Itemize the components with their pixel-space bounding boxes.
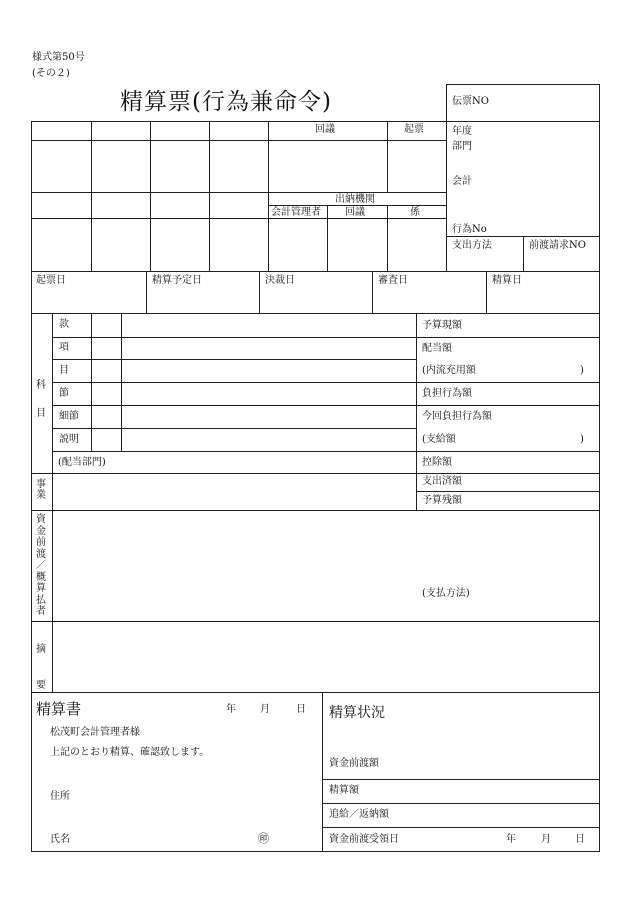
addressee: 松茂町会計管理者様 bbox=[50, 727, 140, 738]
form-number: 様式第50号 bbox=[32, 52, 85, 63]
kihyo-label: 起票 bbox=[404, 124, 424, 135]
seisansho-tsuki: 月 bbox=[260, 704, 270, 715]
kamoku-saisetsu: 細節 bbox=[59, 411, 79, 422]
uketori-nen: 年 bbox=[506, 834, 516, 845]
yosan-gengaku-label: 予算現額 bbox=[422, 320, 462, 331]
uchiryu-close: ) bbox=[580, 365, 584, 376]
kamoku-setsu: 節 bbox=[59, 388, 69, 399]
haitougaku-label: 配当額 bbox=[422, 343, 452, 354]
seisansho-title: 精算書 bbox=[36, 700, 82, 718]
tekiyo-label: 摘要 bbox=[36, 644, 46, 691]
koi-no-label: 行為No bbox=[452, 224, 487, 235]
seisansho-nen: 年 bbox=[226, 704, 236, 715]
shishutsu-zumi-label: 支出済額 bbox=[422, 476, 462, 487]
yosan-zan-label: 予算残額 bbox=[422, 495, 462, 506]
kaigi2-label: 回議 bbox=[345, 207, 365, 218]
shiharai-houhou-label: (支払方法) bbox=[422, 588, 470, 599]
nendo-label: 年度 bbox=[452, 126, 472, 137]
payee-side-label: 資金前渡／概算払者 bbox=[36, 514, 46, 617]
kaikei-kanrisha-label: 会計管理者 bbox=[271, 207, 321, 218]
seisan-gaku-label: 精算額 bbox=[329, 785, 359, 796]
kamoku-side-label: 科目 bbox=[36, 380, 46, 419]
page-title: 精算票(行為兼命令) bbox=[120, 89, 332, 115]
futan-koi-label: 負担行為額 bbox=[422, 388, 472, 399]
seal-mark: ㊞ bbox=[258, 832, 269, 845]
shishutsu-houhou-label: 支出方法 bbox=[452, 240, 492, 251]
uketori-tsuki: 月 bbox=[541, 834, 551, 845]
jusho-label: 住所 bbox=[50, 791, 70, 802]
kamoku-kan: 款 bbox=[59, 319, 69, 330]
slip-no-label: 伝票NO bbox=[452, 96, 489, 107]
kessai-label: 決裁日 bbox=[265, 275, 295, 286]
seisansho-hi: 日 bbox=[296, 704, 306, 715]
kakari-label: 係 bbox=[410, 207, 420, 218]
form-sub-number: (その２) bbox=[32, 68, 70, 79]
kamoku-moku: 目 bbox=[59, 365, 69, 376]
shutsuno-kikan-label: 出納機関 bbox=[335, 194, 375, 205]
maewatashi-gaku-label: 資金前渡額 bbox=[329, 758, 379, 769]
shimei-label: 氏名 bbox=[50, 834, 70, 845]
jigyo-label: 事業 bbox=[36, 479, 46, 501]
kaigi-label: 回議 bbox=[315, 124, 335, 135]
uketori-hi: 日 bbox=[575, 834, 585, 845]
kihyobi-label: 起票日 bbox=[36, 275, 66, 286]
shinsa-label: 審査日 bbox=[378, 275, 408, 286]
seisan-label: 精算日 bbox=[492, 275, 522, 286]
kamoku-setsumei: 説明 bbox=[59, 434, 79, 445]
kaikei-label: 会計 bbox=[452, 176, 472, 187]
shikyu-label: (支給額 bbox=[422, 434, 456, 445]
statement: 上記のとおり精算、確認致します。 bbox=[50, 747, 210, 758]
status-title: 精算状況 bbox=[329, 705, 385, 721]
kamoku-kou: 項 bbox=[59, 342, 69, 353]
konkai-futan-label: 今回負担行為額 bbox=[422, 411, 492, 422]
koujo-label: 控除額 bbox=[422, 457, 452, 468]
maewatashi-no-label: 前渡請求NO bbox=[529, 240, 586, 251]
seisan-yotei-label: 精算予定日 bbox=[152, 275, 202, 286]
uketori-bi-label: 資金前渡受領日 bbox=[329, 834, 399, 845]
bumon-label: 部門 bbox=[452, 141, 472, 152]
shikyu-close: ) bbox=[580, 434, 584, 445]
tsuikyu-label: 追給／返納額 bbox=[329, 809, 389, 820]
uchiryu-label: (内流充用額 bbox=[422, 365, 476, 376]
haitou-bumon-label: (配当部門) bbox=[58, 457, 106, 468]
